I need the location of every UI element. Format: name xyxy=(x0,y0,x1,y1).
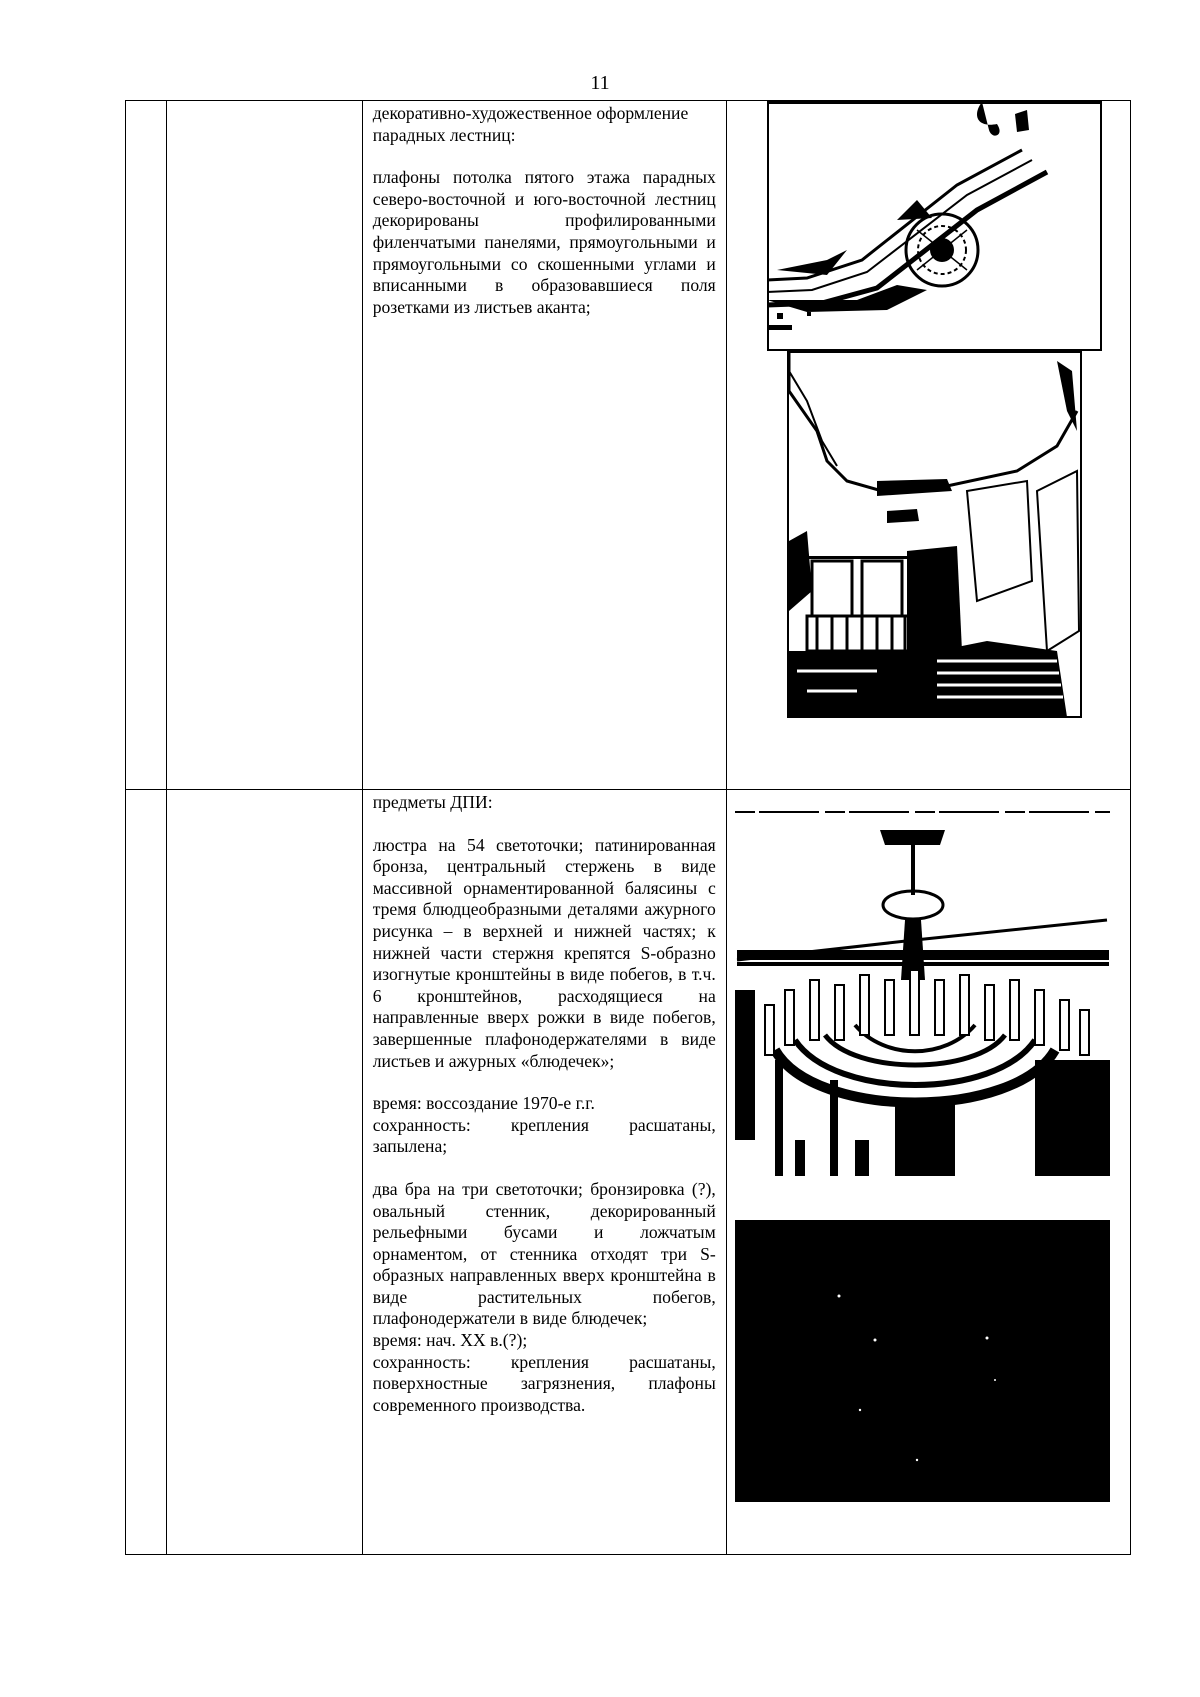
sconce-photo xyxy=(735,1220,1110,1502)
photo-cell xyxy=(726,101,1130,790)
monument-description-table xyxy=(125,100,1131,1555)
ceiling-description: плафоны потолка пятого этажа парадных северо-восточной и юго-восточной лестниц декорированы профилированными филенчатыми панелями, прямоугольными и прямоугольными со скошенными углами и вписанными в образовавшиеся поля розетками из листьев аканта; xyxy=(372,167,716,317)
number-cell xyxy=(126,101,167,790)
number-cell xyxy=(126,790,167,1555)
page-number: 11 xyxy=(590,72,610,94)
chandelier-time: время: воссоздание 1970-е г.г. xyxy=(372,1093,595,1114)
name-cell xyxy=(167,101,363,790)
photo-cell xyxy=(726,790,1130,1555)
sconce-description: два бра на три светоточки; бронзировка (?), овальный стенник, декорированный рельефными бусами и ложчатым орнаментом, от стенника отходят три S-образных направленных вверх кронштейна в виде растительных побегов, плафонодержатели в виде блюдечек; xyxy=(372,1178,716,1329)
name-cell xyxy=(167,790,363,1555)
chandelier-condition: сохранность: крепления расшатаны, запылена; xyxy=(372,1114,716,1157)
staircase-photo xyxy=(787,351,1082,718)
sconce-time: время: нач. XX в.(?); xyxy=(372,1330,528,1351)
table-row xyxy=(126,101,1131,790)
chandelier-description: люстра на 54 светоточки; патинированная бронза, центральный стержень в виде массивной орнаментированной балясины с тремя блюдцеобразными деталями ажурного рисунка – в верхней и нижней частях; к нижней части стержня крепятся S-образно изогнутые кронштейны в виде побегов, в т.ч. 6 кронштейнов, расходящиеся на направленные вверх рожки в виде побегов, завершенные плафонодержателями в виде листьев и ажурных «блюдечек»; xyxy=(372,834,716,1071)
chandelier-photo xyxy=(735,810,1110,1176)
description-cell xyxy=(362,790,726,1555)
section-heading: декоративно-художественное оформление парадных лестниц: xyxy=(372,103,689,145)
description-cell xyxy=(362,101,726,790)
table-row xyxy=(126,790,1131,1555)
sconce-condition: сохранность: крепления расшатаны, поверхностные загрязнения, плафоны современного производства. xyxy=(372,1351,716,1415)
section-heading: предметы ДПИ: xyxy=(372,792,493,812)
ceiling-rosette-photo xyxy=(767,100,1102,351)
